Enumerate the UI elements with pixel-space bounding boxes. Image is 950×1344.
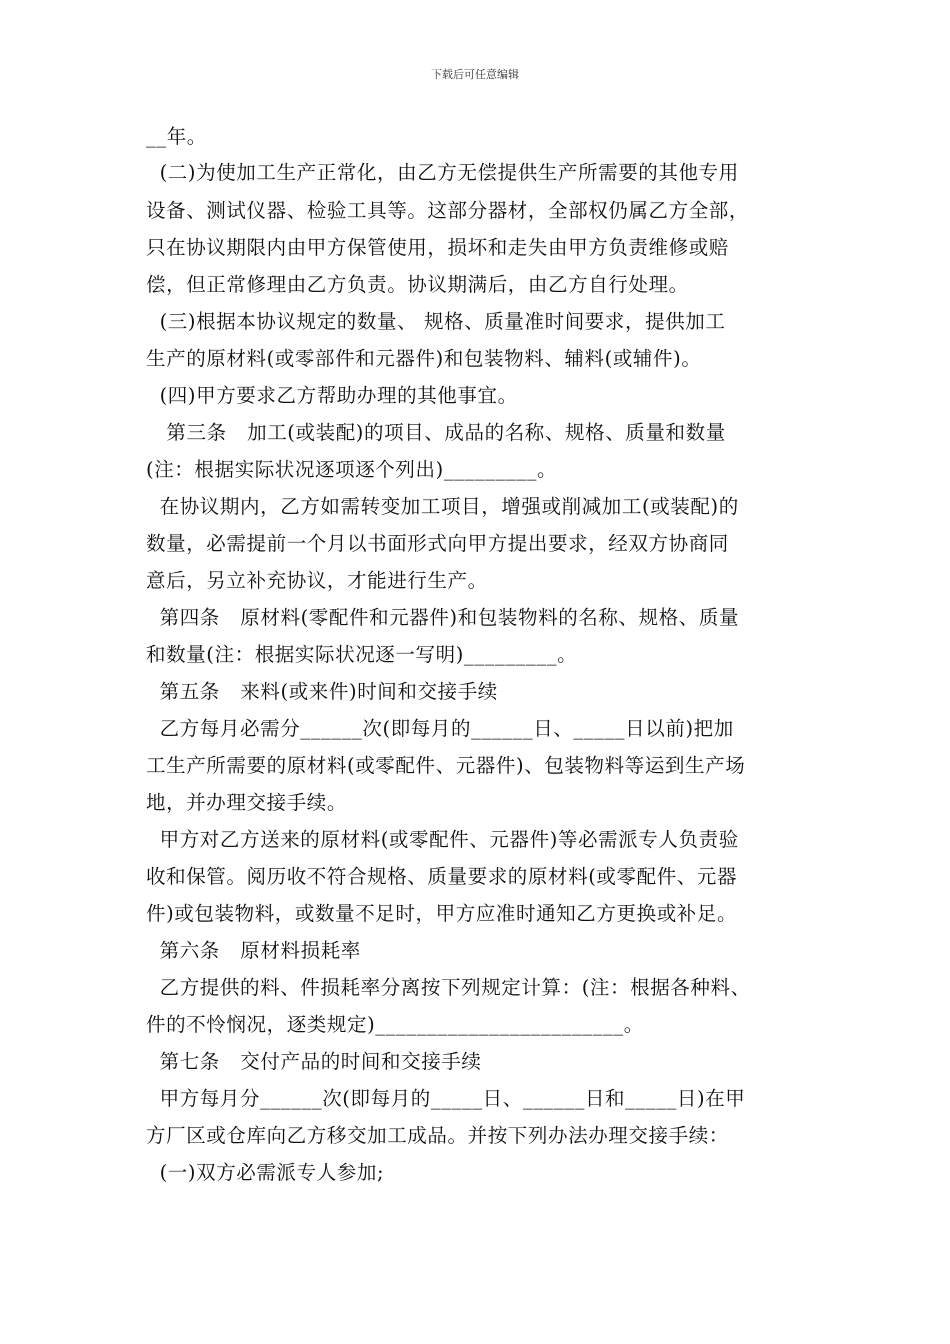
text-line: 意后，另立补充协议，才能进行生产。	[146, 569, 488, 592]
text-line: 件的不怜悯况，逐类规定)________________________。	[146, 1013, 644, 1036]
text-line: 第七条 交付产品的时间和交接手续	[146, 1050, 482, 1073]
text-line: 在协议期内，乙方如需转变加工项目，增强或削减加工(或装配)的	[146, 495, 739, 518]
text-line: 第四条 原材料(零配件和元器件)和包装物料的名称、规格、质量	[146, 606, 740, 629]
text-line: 第三条 加工(或装配)的项目、成品的名称、规格、质量和数量	[146, 421, 726, 444]
text-line: 和数量(注：根据实际状况逐一写明)_________。	[146, 643, 578, 666]
text-line: (二)为使加工生产正常化，由乙方无偿提供生产所需要的其他专用	[146, 161, 739, 184]
text-line: 方厂区或仓库向乙方移交加工成品。并按下列办法办理交接手续：	[146, 1124, 729, 1147]
text-line: 收和保管。阅历收不符合规格、质量要求的原材料(或零配件、元器	[146, 865, 738, 888]
text-line: 件)或包装物料，或数量不足时，甲方应准时通知乙方更换或补足。	[146, 902, 738, 925]
text-line: 乙方提供的料、件损耗率分离按下列规定计算：(注：根据各种料、	[146, 976, 751, 999]
text-line: 数量，必需提前一个月以书面形式向甲方提出要求，经双方协商同	[146, 532, 729, 555]
text-line: 第五条 来料(或来件)时间和交接手续	[146, 680, 498, 703]
page-header: 下载后可任意编辑	[431, 68, 519, 81]
text-line: (四)甲方要求乙方帮助办理的其他事宜。	[146, 384, 518, 407]
text-line: 乙方每月必需分______次(即每月的______日、_____日以前)把加	[146, 717, 734, 740]
text-line: (一)双方必需派专人参加;	[146, 1161, 385, 1184]
text-line: (三)根据本协议规定的数量、 规格、质量准时间要求，提供加工	[146, 310, 726, 333]
text-line: 只在协议期限内由甲方保管使用，损坏和走失由甲方负责维修或赔	[146, 236, 729, 259]
text-line: 地，并办理交接手续。	[146, 791, 348, 814]
text-line: __年。	[146, 125, 207, 148]
text-line: 第六条 原材料损耗率	[146, 939, 361, 962]
text-line: 设备、测试仪器、检验工具等。这部分器材，全部权仍属乙方全部，	[146, 199, 750, 222]
text-line: 偿，但正常修理由乙方负责。协议期满后，由乙方自行处理。	[146, 273, 689, 296]
text-line: 甲方每月分______次(即每月的_____日、______日和_____日)在甲	[146, 1087, 746, 1110]
text-line: 工生产所需要的原材料(或零配件、元器件)、包装物料等运到生产场	[146, 754, 746, 777]
text-line: 生产的原材料(或零部件和元器件)和包装物料、辅料(或辅件)。	[146, 347, 702, 370]
text-line: 甲方对乙方送来的原材料(或零配件、元器件)等必需派专人负责验	[146, 828, 739, 851]
text-line: (注：根据实际状况逐项逐个列出)_________。	[146, 458, 558, 481]
